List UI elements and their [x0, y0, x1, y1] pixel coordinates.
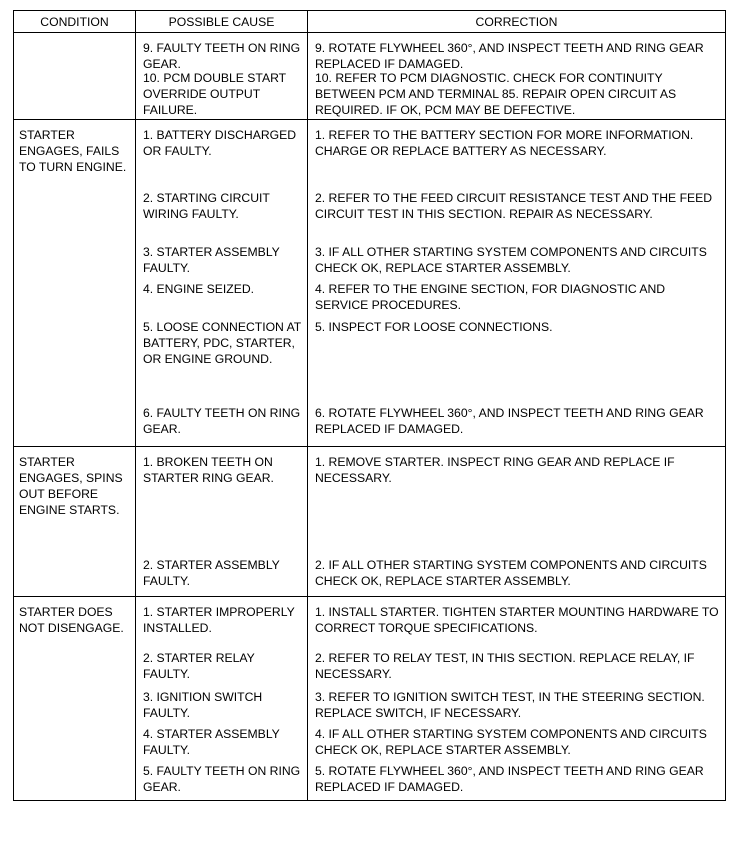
cause-text: 2. STARTER ASSEMBLY FAULTY. — [143, 558, 280, 588]
list-item — [136, 120, 307, 190]
header-possible-cause: POSSIBLE CAUSE — [136, 11, 308, 33]
correction-cell — [308, 447, 726, 597]
cause-text: 2. STARTING CIRCUIT WIRING FAULTY. — [143, 191, 270, 221]
list-item — [308, 33, 725, 70]
cause-text: 3. IGNITION SWITCH FAULTY. — [143, 690, 263, 720]
cause-cell — [136, 120, 308, 447]
list-item — [308, 70, 725, 119]
correction-text: 4. REFER TO THE ENGINE SECTION, FOR DIAGNOSTIC AND SERVICE PROCEDURES. — [315, 282, 666, 312]
header-correction: CORRECTION — [308, 11, 726, 33]
condition-text: STARTER DOES NOT DISENGAGE. — [19, 605, 124, 635]
list-item — [136, 597, 307, 650]
list-item — [136, 70, 307, 119]
cause-text: 9. FAULTY TEETH ON RING GEAR. — [143, 41, 301, 71]
correction-cell — [308, 120, 726, 447]
diagnosis-table — [13, 10, 726, 801]
list-item — [136, 447, 307, 557]
cause-text: 5. FAULTY TEETH ON RING GEAR. — [143, 764, 301, 794]
list-item — [136, 557, 307, 596]
cause-text: 4. ENGINE SEIZED. — [143, 282, 255, 296]
correction-text: 2. REFER TO RELAY TEST, IN THIS SECTION. REPLACE RELAY, IF NECESSARY. — [315, 651, 695, 681]
cause-text: 2. STARTER RELAY FAULTY. — [143, 651, 255, 681]
list-item — [136, 763, 307, 800]
list-item — [136, 689, 307, 726]
cause-text: 6. FAULTY TEETH ON RING GEAR. — [143, 406, 301, 436]
correction-text: 1. INSTALL STARTER. TIGHTEN STARTER MOUNTING HARDWARE TO CORRECT TORQUE SPECIFICATIONS. — [315, 605, 719, 635]
condition-cell — [14, 447, 136, 597]
table-row — [14, 447, 726, 597]
correction-text: 3. REFER TO IGNITION SWITCH TEST, IN THE STEERING SECTION. REPLACE SWITCH, IF NECESSARY. — [315, 690, 705, 720]
cause-text: 3. STARTER ASSEMBLY FAULTY. — [143, 245, 280, 275]
correction-text: 1. REFER TO THE BATTERY SECTION FOR MORE INFORMATION. CHARGE OR REPLACE BATTERY AS NECESSARY. — [315, 128, 694, 158]
list-item — [136, 281, 307, 319]
condition-text: STARTER ENGAGES, SPINS OUT BEFORE ENGINE STARTS. — [19, 455, 123, 517]
table-row — [14, 120, 726, 447]
list-item — [136, 405, 307, 446]
cause-text: 1. BROKEN TEETH ON STARTER RING GEAR. — [143, 455, 274, 485]
correction-text: 10. REFER TO PCM DIAGNOSTIC. CHECK FOR CONTINUITY BETWEEN PCM AND TERMINAL 85. REPAIR OPEN CIRCUIT AS REQUIRED. IF OK, PCM MAY BE DEFECTIVE. — [315, 71, 677, 117]
list-item — [308, 281, 725, 319]
list-item — [136, 244, 307, 281]
header-row — [14, 11, 726, 33]
cause-text: 5. LOOSE CONNECTION AT BATTERY, PDC, STARTER, OR ENGINE GROUND. — [143, 320, 302, 366]
list-item — [308, 597, 725, 650]
list-item — [136, 190, 307, 244]
correction-text: 9. ROTATE FLYWHEEL 360°, AND INSPECT TEETH AND RING GEAR REPLACED IF DAMAGED. — [315, 41, 704, 71]
list-item — [308, 244, 725, 281]
correction-cell — [308, 33, 726, 120]
cause-text: 10. PCM DOUBLE START OVERRIDE OUTPUT FAILURE. — [143, 71, 286, 117]
condition-cell — [14, 597, 136, 801]
condition-text — [14, 33, 135, 40]
list-item — [308, 190, 725, 244]
list-item — [136, 33, 307, 70]
cause-cell — [136, 597, 308, 801]
correction-cell — [308, 597, 726, 801]
header-condition: CONDITION — [14, 11, 136, 33]
correction-text: 2. IF ALL OTHER STARTING SYSTEM COMPONENTS AND CIRCUITS CHECK OK, REPLACE STARTER ASSEMBLY. — [315, 558, 707, 588]
cause-text: 1. STARTER IMPROPERLY INSTALLED. — [143, 605, 295, 635]
cause-cell — [136, 447, 308, 597]
cause-text: 4. STARTER ASSEMBLY FAULTY. — [143, 727, 280, 757]
condition-text: STARTER ENGAGES, FAILS TO TURN ENGINE. — [19, 128, 127, 174]
list-item — [308, 120, 725, 190]
correction-text: 3. IF ALL OTHER STARTING SYSTEM COMPONENTS AND CIRCUITS CHECK OK, REPLACE STARTER ASSEMBLY. — [315, 245, 707, 275]
cause-text: 1. BATTERY DISCHARGED OR FAULTY. — [143, 128, 297, 158]
list-item — [136, 726, 307, 763]
list-item — [308, 689, 725, 726]
list-item — [136, 650, 307, 689]
cause-cell — [136, 33, 308, 120]
correction-text: 5. ROTATE FLYWHEEL 360°, AND INSPECT TEETH AND RING GEAR REPLACED IF DAMAGED. — [315, 764, 704, 794]
list-item — [308, 557, 725, 596]
table-row — [14, 33, 726, 120]
table-row — [14, 597, 726, 801]
correction-text: 1. REMOVE STARTER. INSPECT RING GEAR AND REPLACE IF NECESSARY. — [315, 455, 675, 485]
condition-cell — [14, 120, 136, 447]
list-item — [136, 319, 307, 405]
correction-text: 6. ROTATE FLYWHEEL 360°, AND INSPECT TEETH AND RING GEAR REPLACED IF DAMAGED. — [315, 406, 704, 436]
list-item — [308, 650, 725, 689]
correction-text: 4. IF ALL OTHER STARTING SYSTEM COMPONENTS AND CIRCUITS CHECK OK, REPLACE STARTER ASSEMBLY. — [315, 727, 707, 757]
condition-cell — [14, 33, 136, 120]
list-item — [308, 447, 725, 557]
list-item — [308, 726, 725, 763]
correction-text: 5. INSPECT FOR LOOSE CONNECTIONS. — [315, 320, 553, 334]
correction-text: 2. REFER TO THE FEED CIRCUIT RESISTANCE TEST AND THE FEED CIRCUIT TEST IN THIS SECTION. REPAIR AS NECESSARY. — [315, 191, 713, 221]
list-item — [308, 319, 725, 405]
list-item — [308, 763, 725, 800]
list-item — [308, 405, 725, 446]
